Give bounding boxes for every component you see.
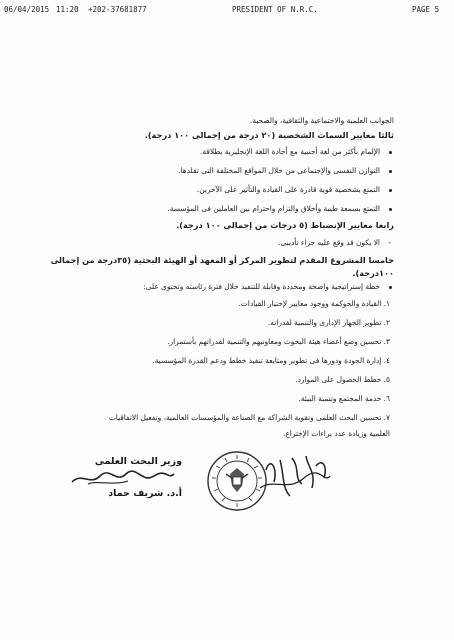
section3-heading-text: ثالثا معايير السمات الشخصية (٢٠ درجة من إجمالى ١٠٠ درجة). — [144, 130, 394, 140]
section5-heading-cont: ١٠٠درجة). — [352, 268, 394, 278]
section5-item-5: ٥. خطط الحصول على الموارد. — [295, 375, 390, 384]
section5-heading: خامسا المشروع المقدم لتطوير المركز أو المعهد أو الهيئة البحثية (٣٥درجة من إجمالى — [50, 255, 394, 265]
handwritten-annotation-icon — [254, 448, 334, 508]
document-body — [50, 116, 394, 439]
handwritten-signature-icon — [68, 468, 178, 488]
section3-heading — [54, 130, 394, 140]
section3-item-3: التمتع بشخصية قوية قادرة على القيادة والتأثير على الآخرين. — [54, 185, 394, 195]
signatory-title: وزير البحث العلمى — [94, 456, 182, 467]
section5-item-3: ٣. تحسين وضع أعضاء هيئة البحوث ومعاونيهم والتنمية لقدراتهم بأستمرار. — [167, 337, 390, 346]
section3-item-4: التمتع بسمعة طيبة وأخلاق والتزام واحترام بين العاملين فى المؤسسة. — [54, 204, 394, 214]
fax-phone: +202-37681877 — [88, 5, 147, 14]
section5-lead: خطة إستراتيجية واضحة ومحددة وقابلة للتنفيذ خلال فترة رئاسته وتحتوى على: — [54, 282, 394, 292]
section5-item-1: ١. القيادة والحوكمة ووجود معايير لإختيار القيادات. — [238, 299, 390, 308]
signatory-name: أ.د. شريف حماد — [108, 488, 182, 499]
section5-item-6: ٦. خدمة المجتمع وتنمية البيئة. — [298, 394, 390, 403]
section5-item-2: ٢. تطوير الجهاز الإدارى والتنمية لقدراته. — [267, 318, 390, 327]
section4-heading — [54, 220, 394, 230]
intro-line: الجوانب العلمية والاجتماعية والثقافية، والصحية. — [249, 116, 394, 125]
fax-header — [4, 5, 450, 17]
fax-time: 11:20 — [56, 5, 79, 14]
section3-item-1: الإلمام بأكثر من لغة أجنبية مع أجادة اللغة الإنجليزية بطلاقة. — [54, 147, 394, 157]
section5-item-7-cont: العلمية وزيادة عدد براءات الإختراع. — [282, 429, 390, 438]
signature-block — [62, 456, 182, 499]
section3-item-2: التوازن النفسى والإجتماعى من خلال المواقع المختلفة التى تقلدها. — [54, 166, 394, 176]
fax-sender: PRESIDENT OF N.R.C. — [232, 5, 318, 14]
fax-date: 06/04/2015 — [4, 5, 50, 14]
section5-item-4: ٤. إدارة الجودة ودورها فى تطوير ومتابعة تنفيذ خطط ودعم القدرة المؤسسية. — [152, 356, 390, 365]
section4-heading-text: رابعا معايير الإنضباط (٥ درجات من إجمالى ١٠٠ درجة). — [176, 220, 394, 230]
fax-page-number: PAGE 5 — [412, 5, 440, 14]
section5-item-7: ٧. تحسين البحث العلمى وتقوية الشراكة مع الصناعة والمؤسسات العالمية، وتفعيل الاتفاقيات — [108, 413, 390, 422]
section4-item-1: - الا يكون قد وقع عليه جزاء تأديبى. — [54, 238, 394, 248]
